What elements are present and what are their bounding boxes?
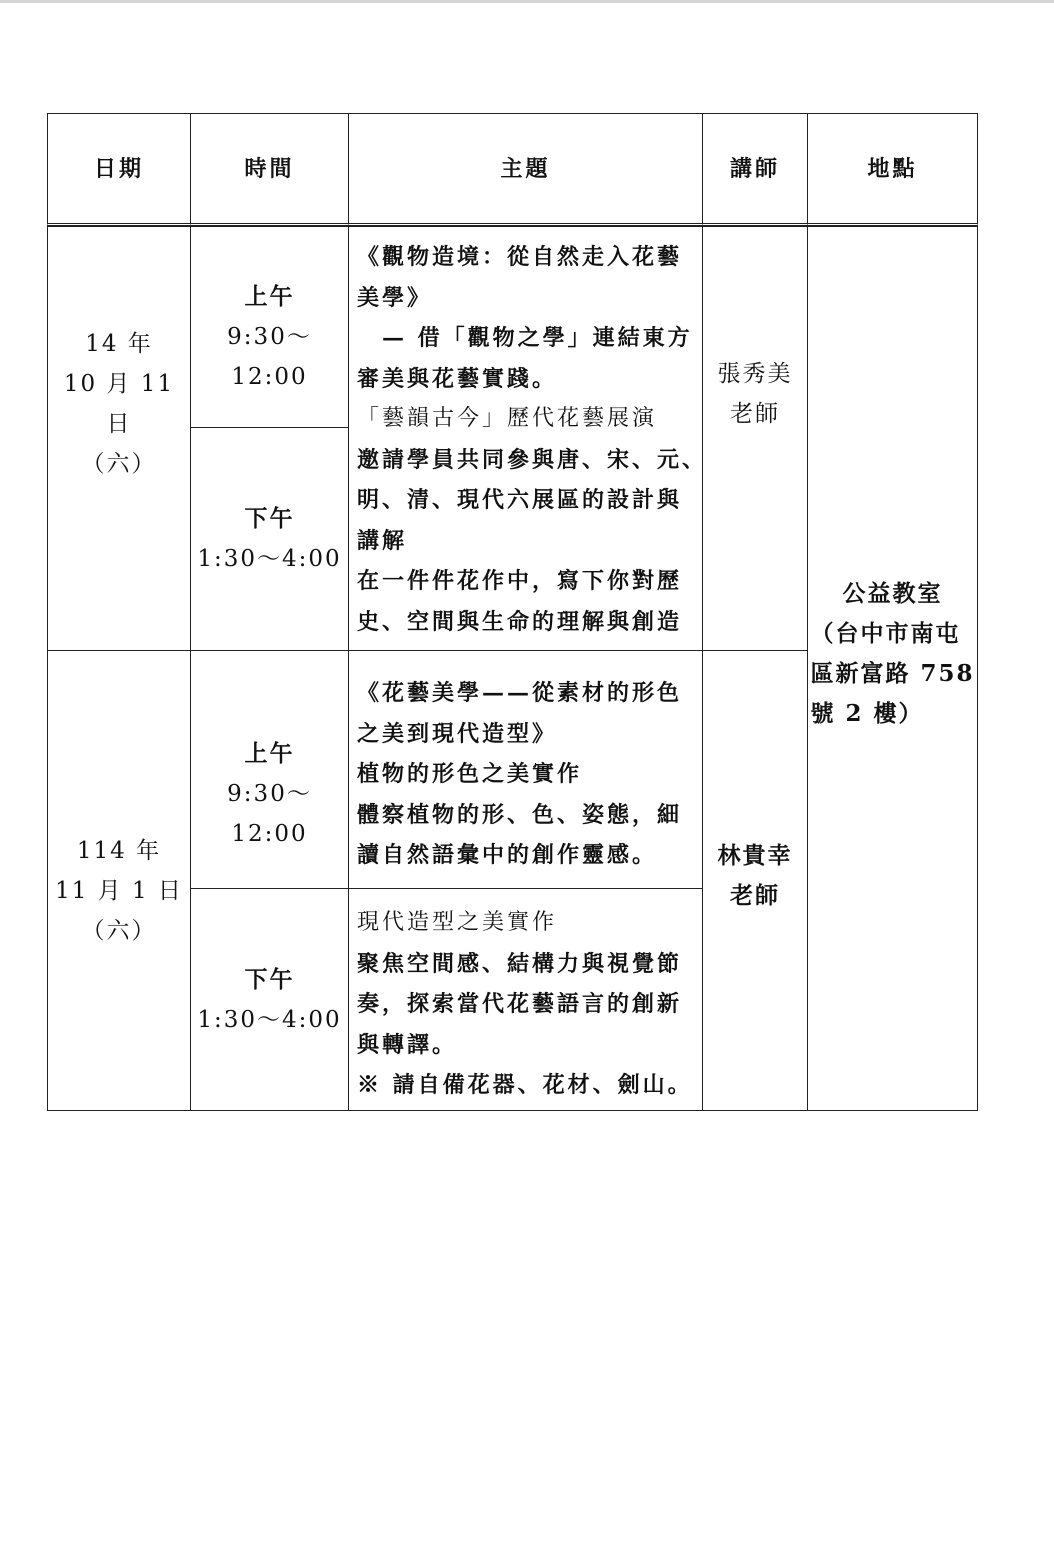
session-2-topic-line: 植物的形色之美實作	[357, 761, 583, 787]
session-1-date-year: 14 年	[85, 330, 153, 357]
session-1-afternoon-time: 1:30～4:00	[197, 546, 342, 572]
header-teacher: 講師	[702, 113, 807, 226]
header-topic: 主題	[348, 113, 702, 226]
session-2-morning-label: 上午	[244, 739, 295, 767]
session-2-topic-line: 與轉譯。	[357, 1031, 458, 1058]
location-address-line: 區新富路 758	[810, 659, 975, 687]
session-2-topic-afternoon	[348, 888, 702, 1111]
session-2-teacher-name: 林貴幸	[717, 841, 793, 869]
header-date: 日期	[47, 113, 190, 226]
session-2-afternoon-time: 1:30～4:00	[197, 1006, 342, 1033]
session-2-topic-line: 之美到現代造型》	[357, 720, 558, 747]
session-2-afternoon	[190, 888, 348, 1111]
location-address-line: 號 2 樓）	[810, 699, 924, 727]
session-1-topic-line: 講解	[357, 527, 408, 554]
session-1-topic-line: 邀請學員共同參與唐、宋、元、	[357, 446, 708, 473]
session-1-morning	[190, 226, 348, 427]
session-2-topic-morning	[348, 650, 702, 888]
session-1-topic-line: 《觀物造境：從自然走入花藝	[357, 244, 683, 270]
location-address-line: （台中市南屯	[810, 619, 961, 647]
session-1-date	[47, 226, 190, 650]
location-cell	[807, 226, 978, 1111]
session-1-date-day: 10 月 11 日	[63, 370, 175, 437]
session-2-topic-line: 聚焦空間感、結構力與視覺節	[357, 950, 683, 977]
session-1-morning-time: 9:30～12:00	[227, 324, 312, 390]
session-1-topic	[348, 226, 708, 650]
session-1-teacher	[702, 226, 807, 650]
session-2-date-year: 114 年	[76, 837, 162, 864]
session-1-teacher-name: 張秀美	[717, 360, 793, 387]
session-1-topic-line: 美學》	[357, 284, 433, 311]
session-2-topic-line: 《花藝美學——從素材的形色	[357, 680, 683, 706]
session-2-date-day: 11 月 1 日	[55, 877, 183, 904]
session-2-teacher-title: 老師	[730, 881, 780, 909]
header-time: 時間	[190, 113, 348, 226]
top-divider	[0, 0, 1054, 3]
session-1-topic-line: 審美與花藝實踐。	[357, 365, 558, 392]
session-2-date-weekday: （六）	[81, 917, 157, 944]
session-2-topic-line: 讀自然語彙中的創作靈感。	[357, 842, 658, 868]
session-1-date-weekday: （六）	[81, 450, 157, 477]
session-1-topic-line: 「藝韻古今」歷代花藝展演	[357, 406, 658, 431]
session-2-topic-line: 奏，探索當代花藝語言的創新	[357, 991, 683, 1017]
header-location: 地點	[807, 113, 978, 226]
session-2-topic-line: 現代造型之美實作	[357, 910, 558, 935]
session-1-topic-line: 在一件件花作中，寫下你對歷	[357, 568, 683, 594]
session-2-topic-line: 體察植物的形、色、姿態，細	[357, 801, 683, 828]
session-2-topic-line: ※ 請自備花器、花材、劍山。	[357, 1072, 693, 1098]
session-1-topic-line: 明、清、現代六展區的設計與	[357, 487, 683, 513]
session-2-morning	[190, 650, 348, 888]
session-1-afternoon-label: 下午	[244, 505, 295, 532]
session-1-topic-line: 史、空間與生命的理解與創造	[357, 608, 683, 635]
schedule-table	[47, 113, 978, 1111]
session-2-afternoon-label: 下午	[244, 965, 295, 993]
session-1-topic-line: — 借「觀物之學」連結東方	[357, 325, 693, 351]
location-room: 公益教室	[842, 579, 943, 607]
session-2-teacher	[702, 650, 807, 1111]
session-2-date	[47, 650, 190, 1111]
session-1-morning-label: 上午	[244, 283, 295, 310]
session-2-morning-time: 9:30～12:00	[227, 780, 312, 847]
session-1-teacher-title: 老師	[730, 400, 780, 427]
session-1-afternoon	[190, 427, 348, 650]
